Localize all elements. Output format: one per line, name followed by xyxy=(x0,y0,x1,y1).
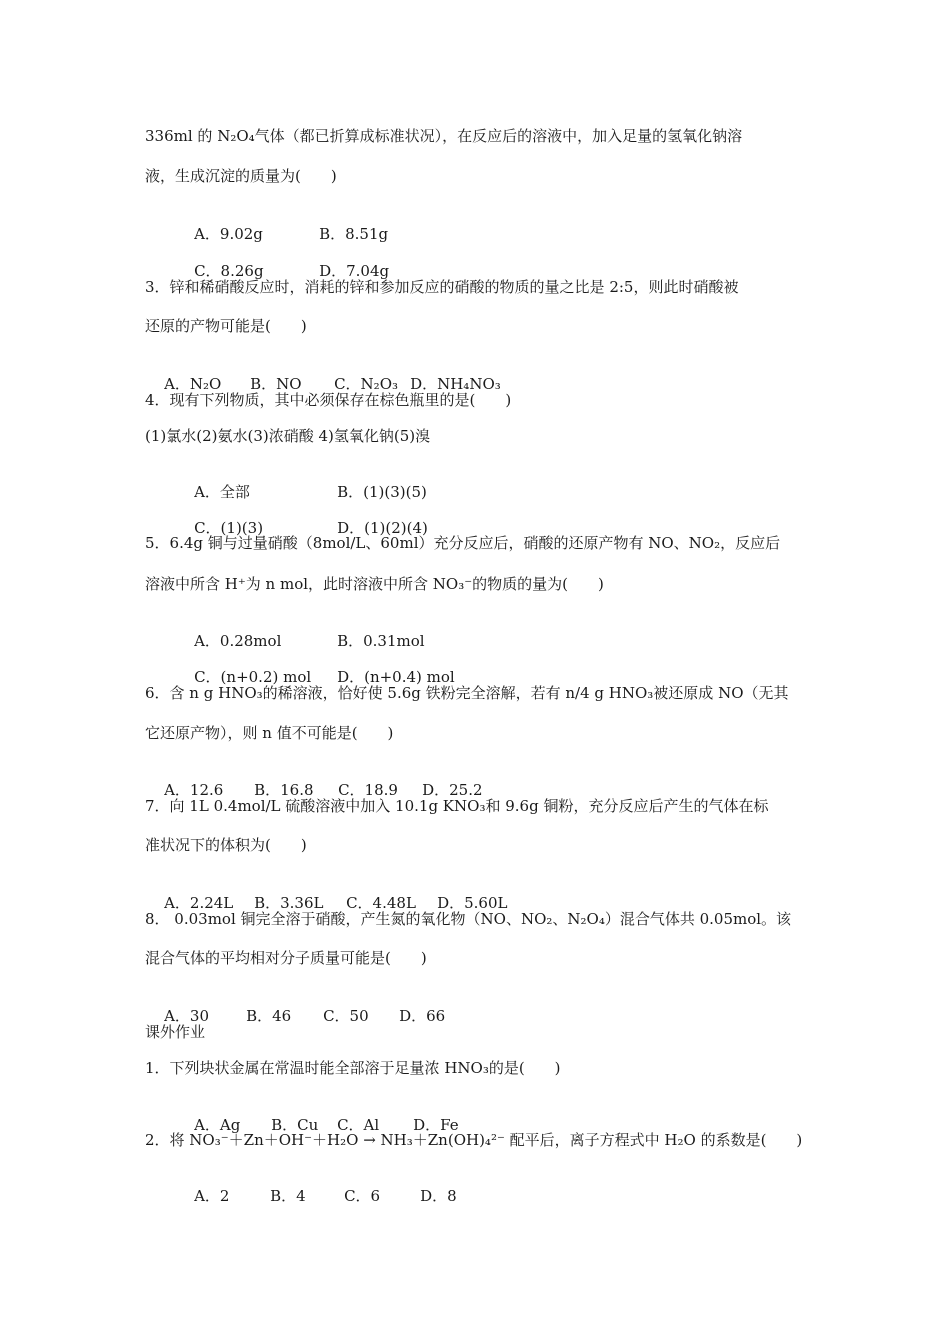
option: A．0.28mol xyxy=(194,632,282,650)
text-line: 准状况下的体积为( ) xyxy=(145,836,307,854)
option: A．N₂O xyxy=(164,375,222,393)
option: C．6 xyxy=(344,1187,381,1205)
option: B．0.31mol xyxy=(337,632,425,650)
option: D．(1)(2)(4) xyxy=(337,519,428,537)
option: D．8 xyxy=(420,1187,457,1205)
option: C．18.9 xyxy=(338,781,398,799)
option: D．66 xyxy=(399,1007,446,1025)
text-line: 336ml 的 N₂O₄气体（都已折算成标准状况），在反应后的溶液中，加入足量的氢氧化钠溶 xyxy=(145,127,743,145)
option: A．2.24L xyxy=(164,894,234,912)
option: C．(n+0.2) mol xyxy=(194,668,312,686)
option: C．N₂O₃ xyxy=(334,375,399,393)
option: B．8.51g xyxy=(319,225,389,243)
text-line: 还原的产物可能是( ) xyxy=(145,317,307,335)
option: A．9.02g xyxy=(194,225,263,243)
option: C．4.48L xyxy=(346,894,416,912)
text-line: (1)氯水(2)氨水(3)浓硝酸 4)氢氧化钠(5)溴 xyxy=(145,427,431,445)
question-8: 8． 0.03mol 铜完全溶于硝酸，产生氮的氧化物（NO、NO₂、N₂O₄）混合气体共 0.05mol。该 xyxy=(145,910,792,928)
option: B．(1)(3)(5) xyxy=(337,483,427,501)
option: C．Al xyxy=(337,1116,380,1134)
text-line: 它还原产物），则 n 值不可能是( ) xyxy=(145,724,394,742)
option: A．Ag xyxy=(194,1116,241,1134)
option: B．NO xyxy=(250,375,302,393)
option: C．50 xyxy=(323,1007,369,1025)
option: D．25.2 xyxy=(422,781,483,799)
homework-question-2: 2．将 NO₃⁻＋Zn＋OH⁻＋H₂O → NH₃＋Zn(OH)₄²⁻ 配平后，离子方程式中 H₂O 的系数是( ) xyxy=(145,1131,803,1149)
option: D．7.04g xyxy=(319,262,390,280)
option: B．Cu xyxy=(271,1116,319,1134)
homework-question-1: 1．下列块状金属在常温时能全部溶于足量浓 HNO₃的是( ) xyxy=(145,1059,561,1077)
option: C．8.26g xyxy=(194,262,264,280)
text-line: 液，生成沉淀的质量为( ) xyxy=(145,167,337,185)
option: A．30 xyxy=(164,1007,209,1025)
question-4: 4．现有下列物质，其中必须保存在棕色瓶里的是( ) xyxy=(145,391,512,409)
question-6: 6．含 n g HNO₃的稀溶液，恰好使 5.6g 铁粉完全溶解，若有 n/4 g HNO₃被还原成 NO（无其 xyxy=(145,684,789,702)
question-7: 7．向 1L 0.4mol/L 硫酸溶液中加入 10.1g KNO₃和 9.6g 铜粉，充分反应后产生的气体在标 xyxy=(145,797,769,815)
option: B．3.36L xyxy=(254,894,324,912)
option: D．5.60L xyxy=(437,894,508,912)
option: D．NH₄NO₃ xyxy=(410,375,501,393)
option: B．46 xyxy=(246,1007,292,1025)
option: A．12.6 xyxy=(164,781,224,799)
option-row xyxy=(175,1166,457,1226)
option: B．4 xyxy=(270,1187,306,1205)
section-heading: 课外作业 xyxy=(145,1023,206,1041)
option: A．全部 xyxy=(194,483,250,501)
option: D．Fe xyxy=(413,1116,459,1134)
option: B．16.8 xyxy=(254,781,314,799)
text-line: 混合气体的平均相对分子质量可能是( ) xyxy=(145,949,427,967)
question-3: 3．锌和稀硝酸反应时，消耗的锌和参加反应的硝酸的物质的量之比是 2:5，则此时硝酸被 xyxy=(145,278,739,296)
text-line: 溶液中所含 H⁺为 n mol，此时溶液中所含 NO₃⁻的物质的量为( ) xyxy=(145,575,604,593)
option: D．(n+0.4) mol xyxy=(337,668,455,686)
option: C．(1)(3) xyxy=(194,519,264,537)
option: A．2 xyxy=(194,1187,230,1205)
question-5: 5．6.4g 铜与过量硝酸（8mol/L、60ml）充分反应后，硝酸的还原产物有 NO、NO₂，反应后 xyxy=(145,534,781,552)
